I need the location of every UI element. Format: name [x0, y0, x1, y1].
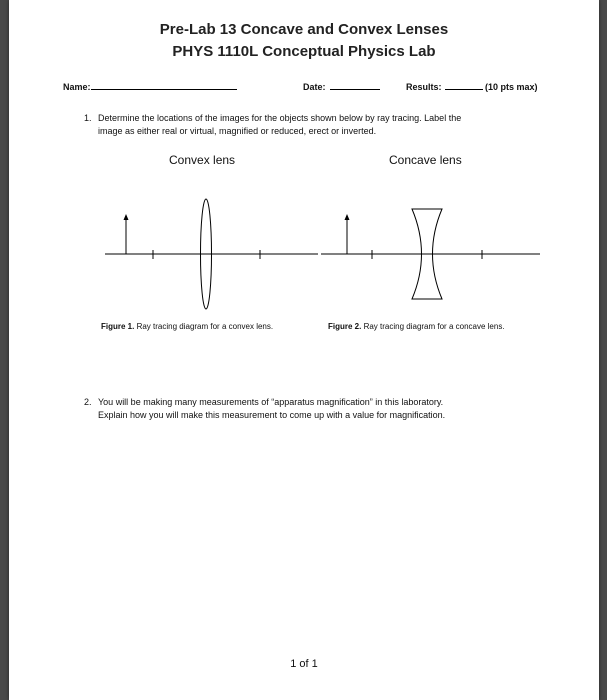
course-title: PHYS 1110L Conceptual Physics Lab — [172, 43, 436, 60]
document-title: Pre-Lab 13 Concave and Convex Lenses — [159, 21, 449, 38]
question-1-number: 1. — [84, 113, 92, 123]
points-note: (10 pts max) — [485, 82, 538, 92]
ray-diagrams — [9, 0, 599, 320]
figure-1-caption — [101, 322, 273, 331]
figure-2-caption — [328, 322, 505, 331]
figure-2-label: Figure 2. — [328, 322, 362, 331]
question-2-line-1: You will be making many measurements of “apparatus magnification” in this laboratory. — [98, 397, 444, 407]
document-page — [9, 0, 599, 700]
figure-1-label: Figure 1. — [101, 322, 135, 331]
question-2-line-2: Explain how you will make this measurement to come up with a value for magnification. — [98, 410, 446, 420]
figure-1-text: Ray tracing diagram for a convex lens. — [136, 322, 274, 331]
convex-lens-diagram — [105, 199, 318, 309]
concave-lens-diagram — [321, 209, 540, 299]
question-2-number: 2. — [84, 397, 92, 407]
convex-lens-title: Convex lens — [169, 153, 236, 167]
figure-2-text: Ray tracing diagram for a concave lens. — [363, 322, 505, 331]
date-label: Date: — [303, 82, 326, 92]
concave-lens-title: Concave lens — [389, 153, 462, 167]
results-label: Results: — [406, 82, 442, 92]
name-label: Name: — [63, 82, 91, 92]
object-arrowhead-1 — [124, 214, 129, 220]
object-arrowhead-2 — [345, 214, 350, 220]
page-number: 1 of 1 — [290, 658, 318, 670]
question-1-line-2: image as either real or virtual, magnified or reduced, erect or inverted. — [98, 126, 377, 136]
question-1-line-1: Determine the locations of the images for the objects shown below by ray tracing. Label the — [98, 113, 462, 123]
